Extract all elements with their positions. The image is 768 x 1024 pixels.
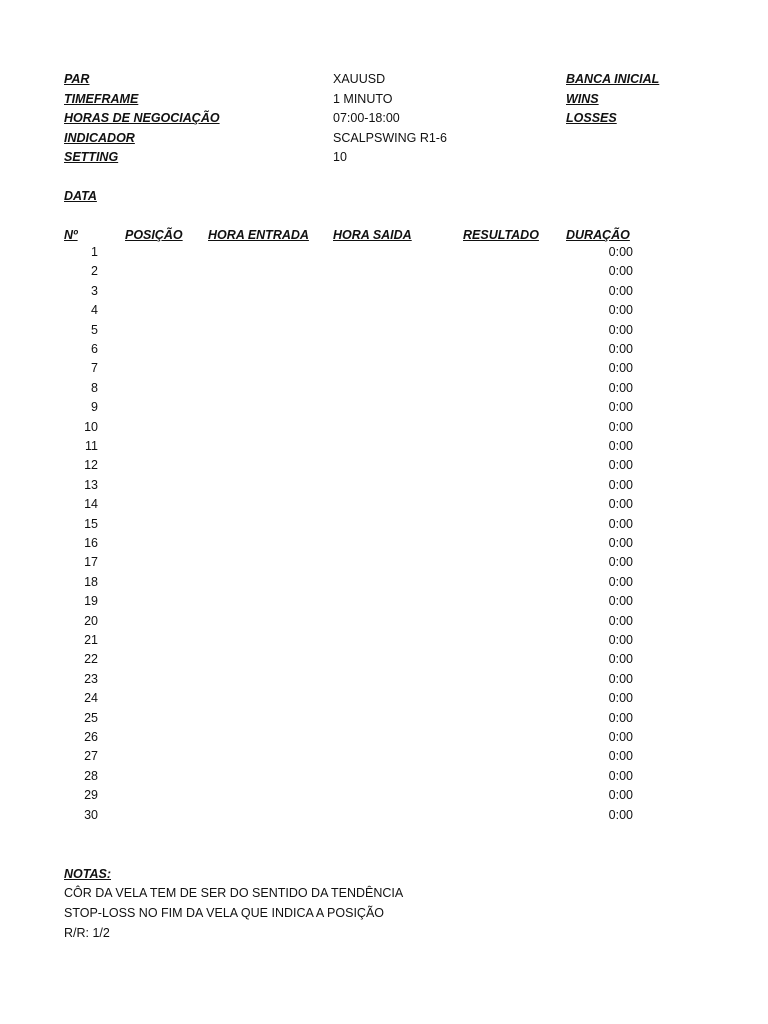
row-duracao: 0:00 <box>608 536 633 550</box>
row-duracao: 0:00 <box>608 284 633 298</box>
row-number: 3 <box>91 284 98 298</box>
header-hora-entrada: HORA ENTRADA <box>208 228 309 242</box>
row-duracao: 0:00 <box>608 458 633 472</box>
row-number: 16 <box>84 536 98 550</box>
row-duracao: 0:00 <box>608 788 633 802</box>
row-number: 21 <box>84 633 98 647</box>
banca-inicial-label: BANCA INICIAL <box>566 72 660 86</box>
row-number: 1 <box>91 245 98 259</box>
note-line: STOP-LOSS NO FIM DA VELA QUE INDICA A POSIÇÃO <box>64 906 385 920</box>
row-number: 9 <box>91 400 98 414</box>
row-number: 18 <box>84 575 98 589</box>
notes-title: NOTAS: <box>64 867 111 881</box>
row-duracao: 0:00 <box>608 439 633 453</box>
row-duracao: 0:00 <box>608 323 633 337</box>
row-number: 2 <box>91 264 98 278</box>
row-duracao: 0:00 <box>608 381 633 395</box>
header-duracao: DURAÇÃO <box>566 228 630 242</box>
row-number: 30 <box>84 808 98 822</box>
row-number: 10 <box>84 420 98 434</box>
row-duracao: 0:00 <box>608 400 633 414</box>
row-number: 4 <box>91 303 98 317</box>
row-duracao: 0:00 <box>608 575 633 589</box>
setting-label: SETTING <box>64 150 119 164</box>
row-number: 12 <box>84 458 98 472</box>
wins-label: WINS <box>566 92 599 106</box>
row-duracao: 0:00 <box>608 749 633 763</box>
row-number: 29 <box>84 788 98 802</box>
row-number: 26 <box>84 730 98 744</box>
row-duracao: 0:00 <box>608 652 633 666</box>
timeframe-value: 1 MINUTO <box>333 92 393 106</box>
row-number: 19 <box>84 594 98 608</box>
row-number: 28 <box>84 769 98 783</box>
header-hora-saida: HORA SAIDA <box>333 228 412 242</box>
row-duracao: 0:00 <box>608 497 633 511</box>
row-number: 13 <box>84 478 98 492</box>
row-number: 22 <box>84 652 98 666</box>
data-label: DATA <box>64 189 97 203</box>
row-number: 25 <box>84 711 98 725</box>
row-duracao: 0:00 <box>608 691 633 705</box>
timeframe-label: TIMEFRAME <box>64 92 139 106</box>
horas-label: HORAS DE NEGOCIAÇÃO <box>64 111 220 125</box>
header-resultado: RESULTADO <box>463 228 539 242</box>
par-label: PAR <box>64 72 90 86</box>
row-number: 14 <box>84 497 98 511</box>
row-duracao: 0:00 <box>608 361 633 375</box>
row-number: 23 <box>84 672 98 686</box>
horas-value: 07:00-18:00 <box>333 111 400 125</box>
row-duracao: 0:00 <box>608 555 633 569</box>
row-number: 8 <box>91 381 98 395</box>
row-duracao: 0:00 <box>608 730 633 744</box>
row-duracao: 0:00 <box>608 342 633 356</box>
row-number: 6 <box>91 342 98 356</box>
row-number: 11 <box>85 439 98 453</box>
note-line: CÔR DA VELA TEM DE SER DO SENTIDO DA TENDÊNCIA <box>64 886 404 900</box>
row-duracao: 0:00 <box>608 245 633 259</box>
row-number: 20 <box>84 614 98 628</box>
losses-label: LOSSES <box>566 111 617 125</box>
row-duracao: 0:00 <box>608 808 633 822</box>
row-duracao: 0:00 <box>608 264 633 278</box>
row-duracao: 0:00 <box>608 769 633 783</box>
row-duracao: 0:00 <box>608 633 633 647</box>
header-posicao: POSIÇÃO <box>125 228 183 242</box>
row-duracao: 0:00 <box>608 303 633 317</box>
row-number: 17 <box>84 555 98 569</box>
header-num: Nº <box>64 228 78 242</box>
row-number: 27 <box>84 749 98 763</box>
row-duracao: 0:00 <box>608 711 633 725</box>
par-value: XAUUSD <box>333 72 386 86</box>
row-duracao: 0:00 <box>608 594 633 608</box>
row-number: 15 <box>84 517 98 531</box>
row-duracao: 0:00 <box>608 614 633 628</box>
row-duracao: 0:00 <box>608 672 633 686</box>
row-duracao: 0:00 <box>608 517 633 531</box>
setting-value: 10 <box>333 150 347 164</box>
row-number: 24 <box>84 691 98 705</box>
indicador-label: INDICADOR <box>64 131 135 145</box>
note-line: R/R: 1/2 <box>64 926 110 940</box>
row-number: 7 <box>91 361 98 375</box>
row-number: 5 <box>91 323 98 337</box>
row-duracao: 0:00 <box>608 478 633 492</box>
indicador-value: SCALPSWING R1-6 <box>333 131 447 145</box>
row-duracao: 0:00 <box>608 420 633 434</box>
